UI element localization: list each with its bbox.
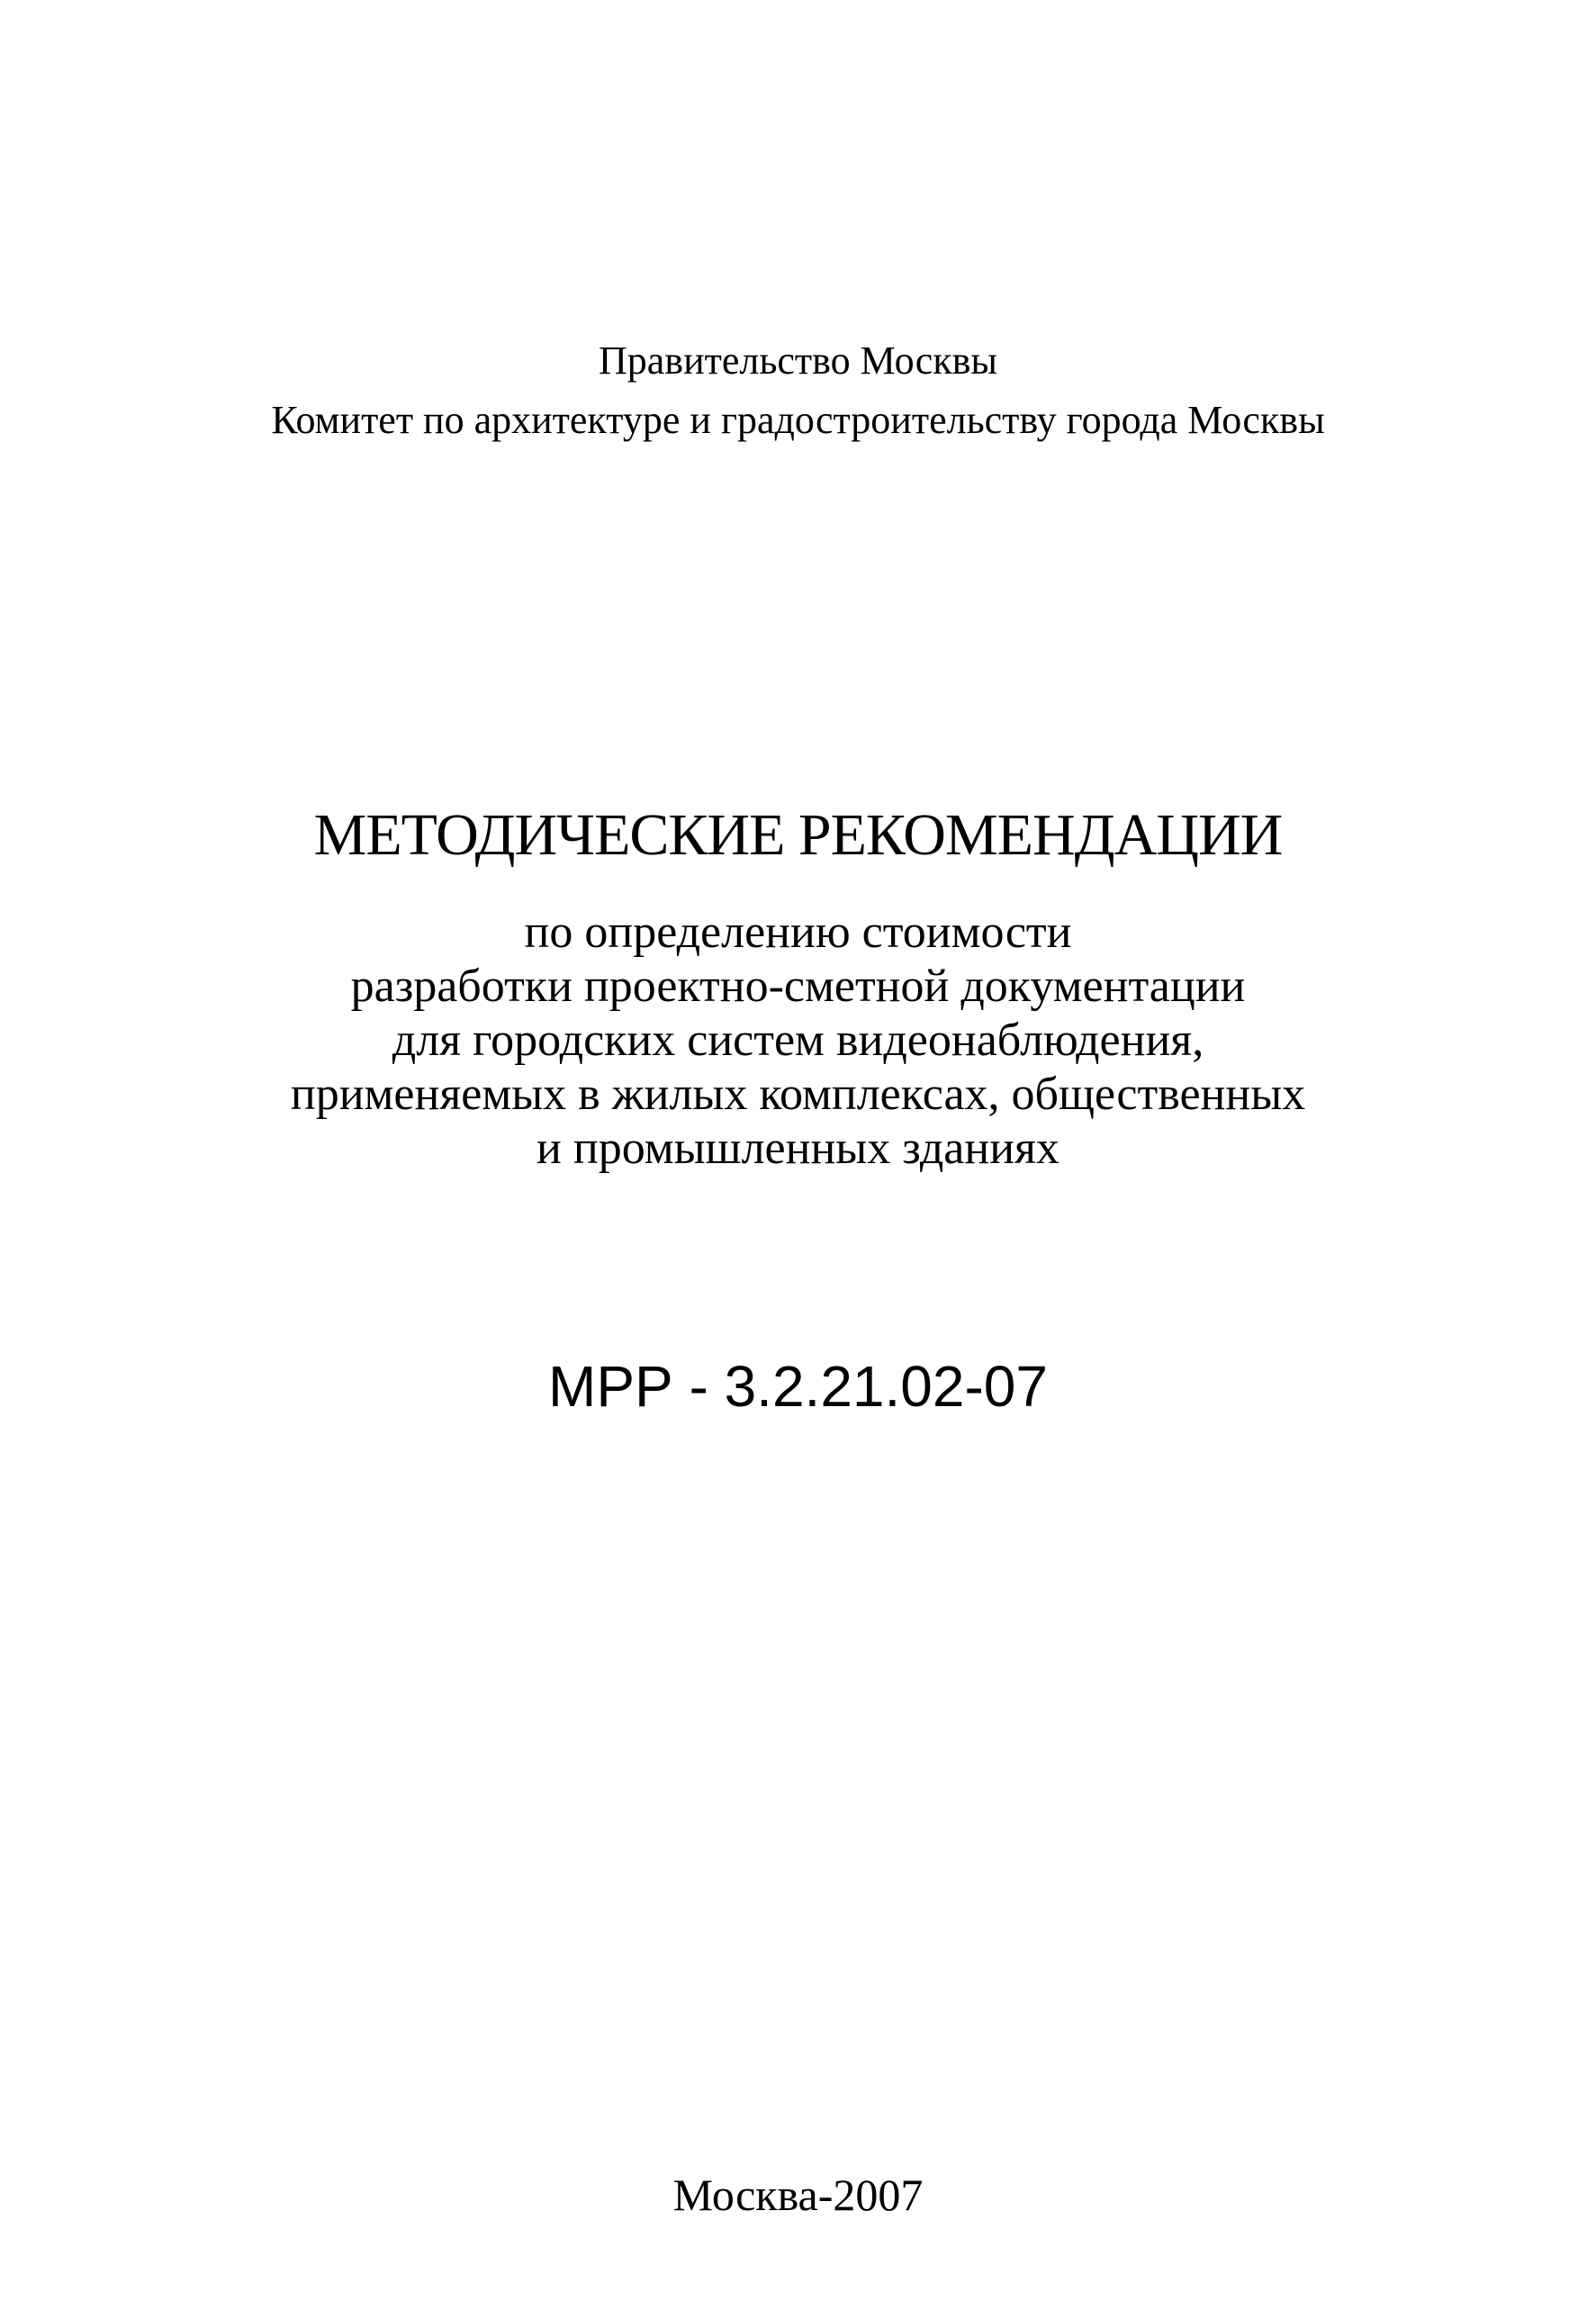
document-code: МРР - 3.2.21.02-07 [548,1354,1048,1419]
subtitle-line: применяемых в жилых комплексах, общественных [290,1069,1306,1120]
document-title: МЕТОДИЧЕСКИЕ РЕКОМЕНДАЦИИ [313,802,1283,868]
document-subtitle [0,906,1596,1176]
subtitle-line: и промышленных зданиях [537,1123,1059,1174]
publication-place-year: Москва-2007 [672,2170,924,2220]
committee-name: Комитет по архитектуре и градостроительству города Москвы [271,398,1325,442]
issuing-organization [0,331,1596,450]
subtitle-line: для городских систем видеонаблюдения, [392,1015,1204,1066]
subtitle-line: по определению стоимости [524,907,1072,958]
government-name: Правительство Москвы [598,338,997,383]
subtitle-line: разработки проектно-сметной документации [350,961,1246,1012]
